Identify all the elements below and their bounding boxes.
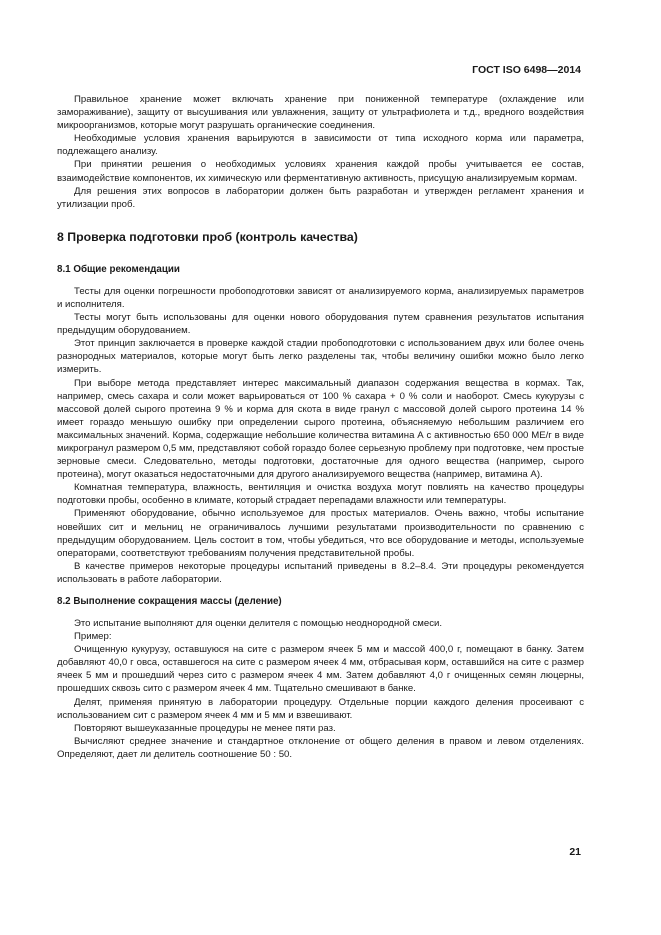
page-content	[57, 93, 584, 761]
paragraph: Это испытание выполняют для оценки делителя с помощью неоднородной смеси.	[74, 618, 443, 629]
paragraph: Повторяют вышеуказанные процедуры не менее пяти раз.	[74, 722, 336, 734]
paragraph: Необходимые условия хранения варьируются в зависимости от типа исходного корма или параметра, подлежащего анализу.	[57, 133, 584, 158]
paragraph: Тесты для оценки погрешности пробоподготовки зависят от анализируемого корма, анализируемых параметров и исполнителя.	[57, 285, 584, 310]
paragraph: Делят, применяя принятую в лаборатории процедуру. Отдельные порции каждого деления просеивают с использованием сит с размером ячеек 4 мм и 5 мм и взвешивают.	[57, 696, 584, 721]
paragraph: Этот принцип заключается в проверке каждой стадии пробоподготовки с использованием двух или более очень разнородных материалов, которые могут быть легко разделены так, чтобы величину ошибки можно было легко измерить.	[57, 338, 584, 376]
paragraph: Правильное хранение может включать хранение при пониженной температуре (охлаждение или замораживание), защиту от высушивания или увлажнения, защиту от ультрафиолета и т.д., вредного воздействия микроорганизмов, которые могут разрушать органические соединения.	[57, 94, 584, 132]
paragraph: Комнатная температура, влажность, вентиляция и очистка воздуха могут повлиять на качество процедуры подготовки пробы, особенно в климате, который страдает перепадами влажности или температуры.	[57, 482, 584, 507]
subsection-heading: 8.1 Общие рекомендации	[57, 263, 180, 275]
paragraph: Для решения этих вопросов в лаборатории должен быть разработан и утвержден регламент хранения и утилизации проб.	[57, 185, 584, 210]
paragraph: Вычисляют среднее значение и стандартное отклонение от общего деления в правом и левом отделениях. Определяют, дает ли делитель соотношение 50 : 50.	[57, 735, 584, 760]
paragraph: В качестве примеров некоторые процедуры испытаний приведены в 8.2–8.4. Эти процедуры рекомендуется использовать в работе лаборатории.	[57, 560, 584, 585]
paragraph: При выборе метода представляет интерес максимальный диапазон содержания вещества в кормах. Так, например, смесь сахара и соли может варьироваться от 100 % сахара + 0 % соли и наоборот. Смесь кукурузы с массовой долей сырого протеина 9 % и корма для скота в виде гранул с массовой долей сырого протеина 14 % имеет гораздо меньшую ошибку при определении сырого протеина, объясняемую небольшим различием его максимальных значений. Корма, содержащие небольшие количества витамина А с активностью 650 000 МЕ/г в виде микрогранул размером 0,5 мм, представляют собой гораздо более серьезную проблему при подготовке, чем простые зерновые смеси. Следовательно, методы подготовки, достаточные для одного вещества (например, сырого протеина), могут оказаться недостаточными для другого анализируемого вещества (например, витамина А).	[57, 377, 584, 481]
section-heading: 8 Проверка подготовки проб (контроль качества)	[57, 229, 358, 244]
paragraph: При принятии решения о необходимых условиях хранения каждой пробы учитывается ее состав, взаимодействие компонентов, их химическую или ферментативную активность, присущую анализируемым кормам.	[57, 159, 584, 184]
example-label: Пример:	[74, 631, 112, 643]
paragraph: Очищенную кукурузу, оставшуюся на сите с размером ячеек 5 мм и массой 400,0 г, помещают в банку. Затем добавляют 40,0 г овса, оставшегося на сите с размером ячеек 4 мм, отбрасывая корм, оставшийся на сите с размер ячеек 5 мм и прошедший через сито с размером ячеек 4 мм. Затем добавляют 4,0 г очищенных семян люцерны, прошедших сквозь сито с размером ячеек 4 мм. Тщательно смешивают в банке.	[57, 644, 584, 695]
subsection-heading: 8.2 Выполнение сокращения массы (деление)	[57, 596, 282, 607]
page-number: 21	[569, 846, 581, 858]
paragraph: Тесты могут быть использованы для оценки нового оборудования путем сравнения результатов испытания предыдущим оборудованием.	[57, 312, 584, 337]
standard-header: ГОСТ ISO 6498—2014	[472, 64, 581, 76]
paragraph: Применяют оборудование, обычно используемое для простых материалов. Очень важно, чтобы испытание новейших сит и мельниц не ограничивалось лучшими результатами производительности по сравнению с предыдущим оборудованием. Цель состоит в том, чтобы убедиться, что все оборудование и методы, используемые операторами, соответствуют требованиям получения представительной пробы.	[57, 508, 584, 559]
